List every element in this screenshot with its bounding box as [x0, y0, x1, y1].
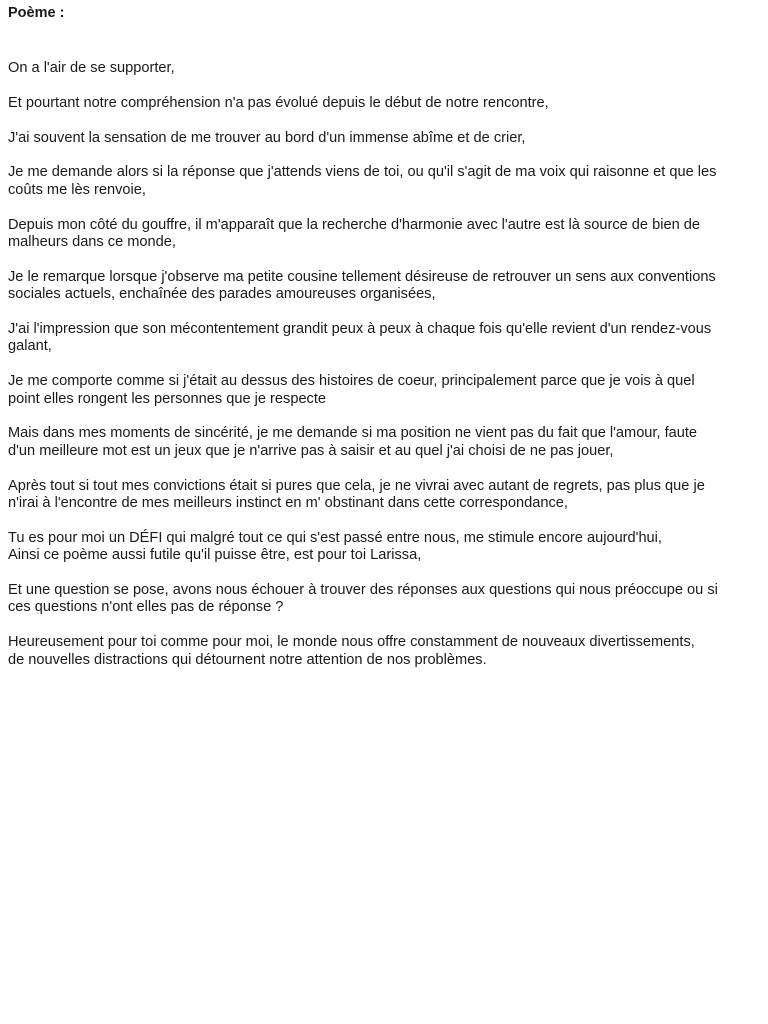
stanza-3: J'ai souvent la sensation de me trouver au bord d'un immense abîme et de crier, [8, 129, 526, 146]
stanza-9: Mais dans mes moments de sincérité, je me demande si ma position ne vient pas du fait que l'amour, faute d'un meilleure mot est un jeux que je n'arrive pas à saisir et au quel j'ai choisi de ne pas jouer, [8, 425, 698, 459]
poem-title: Poème : [8, 5, 65, 21]
stanza-12: Et une question se pose, avons nous échouer à trouver des réponses aux questions qui nous préoccupe ou si ces questions n'ont elles pas de réponse ? [8, 582, 718, 616]
stanza-10: Après tout si tout mes convictions était si pures que cela, je ne vivrai avec autant de regrets, pas plus que je n'irai à l'encontre de mes meilleurs instinct en m' obstinant dans cette correspondance, [8, 477, 705, 512]
stanza-1: On a l'air de se supporter, [8, 60, 175, 76]
stanza-4: Je me demande alors si la réponse que j'attends viens de toi, ou qu'il s'agit de ma voix qui raisonne et que les coûts me lès renvoie, [8, 164, 717, 198]
stanza-13: Heureusement pour toi comme pour moi, le monde nous offre constamment de nouveaux divertissements, de nouvelles distractions qui détournent notre attention de nos problèmes. [8, 634, 695, 668]
stanza-2: Et pourtant notre compréhension n'a pas évolué depuis le début de notre rencontre, [8, 94, 549, 111]
document-page [8, 5, 760, 686]
stanza-5: Depuis mon côté du gouffre, il m'apparaît que la recherche d'harmonie avec l'autre est là source de bien de malheurs dans ce monde, [8, 216, 700, 250]
stanza-7: J'ai l'impression que son mécontentement grandit peux à peux à chaque fois qu'elle revient d'un rendez-vous galant, [8, 321, 712, 355]
stanza-8: Je me comporte comme si j'était au dessus des histoires de coeur, principalement parce que je vois à quel point elles rongent les personnes que je respecte [8, 373, 695, 407]
stanza-6: Je le remarque lorsque j'observe ma petite cousine tellement désireuse de retrouver un sens aux conventions sociales actuels, enchaînée des parades amoureuses organisées, [8, 268, 716, 303]
stanza-11: Tu es pour moi un DÉFI qui malgré tout ce qui s'est passé entre nous, me stimule encore aujourd'hui, Ainsi ce poème aussi futile qu'il puisse être, est pour toi Larissa, [8, 529, 662, 564]
poem-body [8, 60, 760, 669]
